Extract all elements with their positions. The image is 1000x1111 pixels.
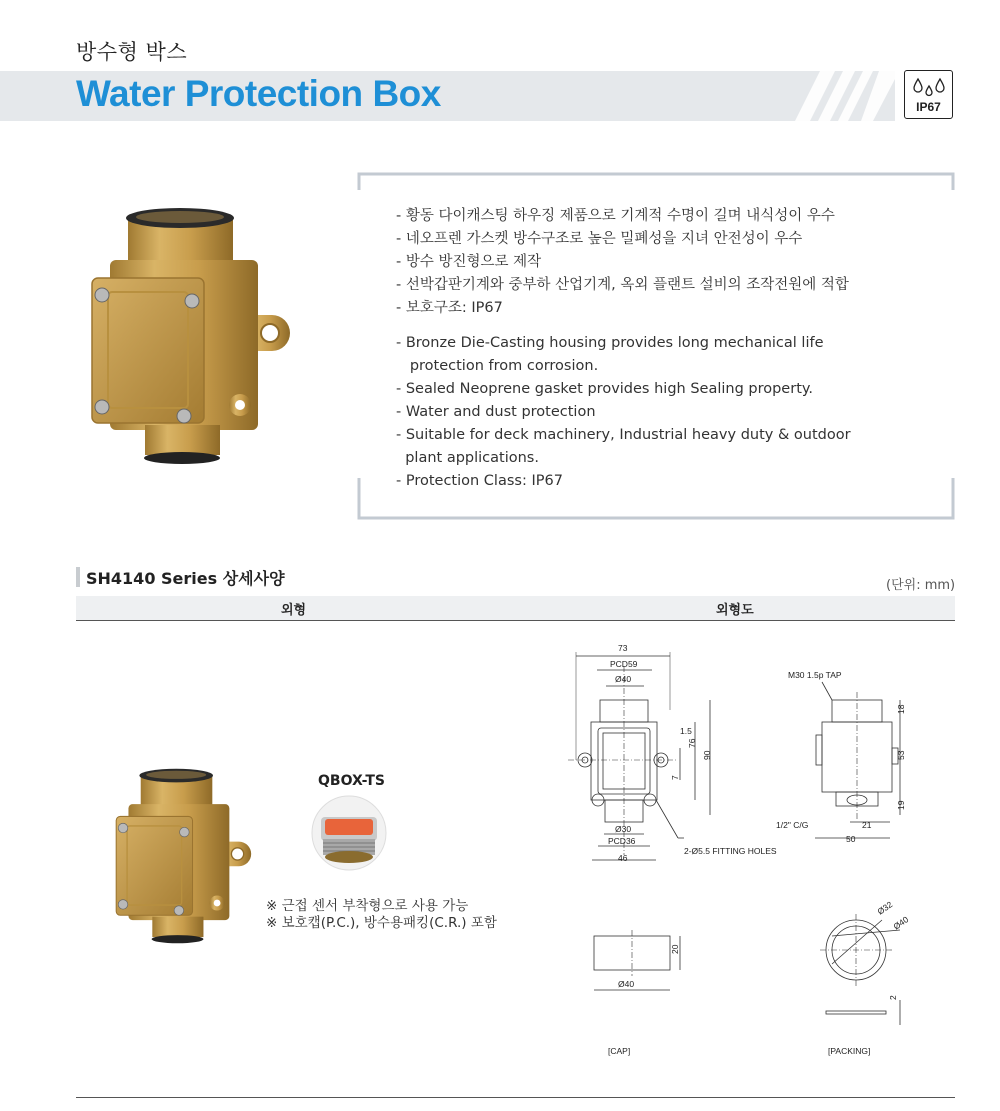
banner-stripes-decoration [795,71,895,121]
page-title-korean: 방수형 박스 [76,40,188,64]
feature-en-3: - Water and dust protection [396,404,596,420]
spec-table-header [76,596,955,621]
dim-50: 50 [846,834,856,844]
notes-list [266,898,497,932]
dim-53: 53 [896,750,906,760]
cap-drawing [594,930,680,990]
dim-76: 76 [687,738,697,748]
bottom-divider [76,1097,955,1098]
feature-en-4: - Suitable for deck machinery, Industrial heavy duty & outdoor [396,427,851,443]
dim-tap: M30 1.5p TAP [788,670,842,680]
dim-73: 73 [618,643,628,653]
dim-cg: 1/2" C/G [776,820,809,830]
ip-rating-label: IP67 [916,100,941,114]
side-view [815,682,900,838]
feature-en-1b: protection from corrosion. [396,358,599,374]
section-marker [76,567,80,587]
feature-list [396,205,851,493]
dim-90: 90 [702,750,712,760]
water-drops-icon [911,75,947,97]
feature-en-4b: plant applications. [396,450,539,466]
dim-packing-2: 2 [888,995,898,1000]
product-photo-large [80,200,300,475]
col-appearance: 외형 [281,603,307,618]
dimension-drawings [560,630,960,1070]
dim-packing-d40: Ø40 [891,914,911,932]
front-view [568,652,710,860]
dim-pcd36: PCD36 [608,836,636,846]
sensor-cap-photo [309,795,389,871]
note-1: ※ 근접 센서 부착형으로 사용 가능 [266,898,469,914]
feature-ko-4: - 선박갑판기계와 중부하 산업기계, 옥외 플랜트 설비의 조작전원에 적합 [396,277,849,293]
product-photo-small [108,762,258,952]
feature-ko-2: - 네오프렌 가스켓 방수구조로 높은 밀폐성을 지녀 안전성이 우수 [396,231,803,247]
section-title: SH4140 Series 상세사양 [86,569,285,588]
feature-en-5: - Protection Class: IP67 [396,473,563,489]
accessory-label: QBOX-TS [318,773,386,789]
feature-ko-5: - 보호구조: IP67 [396,300,503,316]
feature-en-1: - Bronze Die-Casting housing provides long mechanical life [396,335,824,351]
dim-fitting-holes: 2-Ø5.5 FITTING HOLES [684,846,777,856]
packing-drawing [820,914,900,1025]
page-title-english: Water Protection Box [76,73,441,114]
dim-46: 46 [618,853,628,863]
dim-7: 7 [670,775,680,780]
dim-cap-d40: Ø40 [618,979,635,989]
dim-21: 21 [862,820,872,830]
ip67-badge [904,70,953,119]
feature-ko-3: - 방수 방진형으로 제작 [396,254,542,270]
unit-note: (단위: mm) [886,578,956,593]
cap-label: [CAP] [608,1046,631,1056]
feature-en-2: - Sealed Neoprene gasket provides high Sealing property. [396,381,814,397]
dim-d30: Ø30 [615,824,632,834]
col-drawing: 외형도 [716,603,754,618]
dim-d40-front: Ø40 [615,674,632,684]
dim-pcd59: PCD59 [610,659,638,669]
note-2: ※ 보호캡(P.C.), 방수용패킹(C.R.) 포함 [266,915,497,931]
dim-19: 19 [896,800,906,810]
dim-packing-d32: Ø32 [875,899,895,917]
dim-1-5: 1.5 [680,726,692,736]
packing-label: [PACKING] [828,1046,871,1056]
feature-ko-1: - 황동 다이캐스팅 하우징 제품으로 기계적 수명이 길며 내식성이 우수 [396,208,835,224]
dim-cap-20: 20 [670,944,680,954]
dim-18: 18 [896,704,906,714]
